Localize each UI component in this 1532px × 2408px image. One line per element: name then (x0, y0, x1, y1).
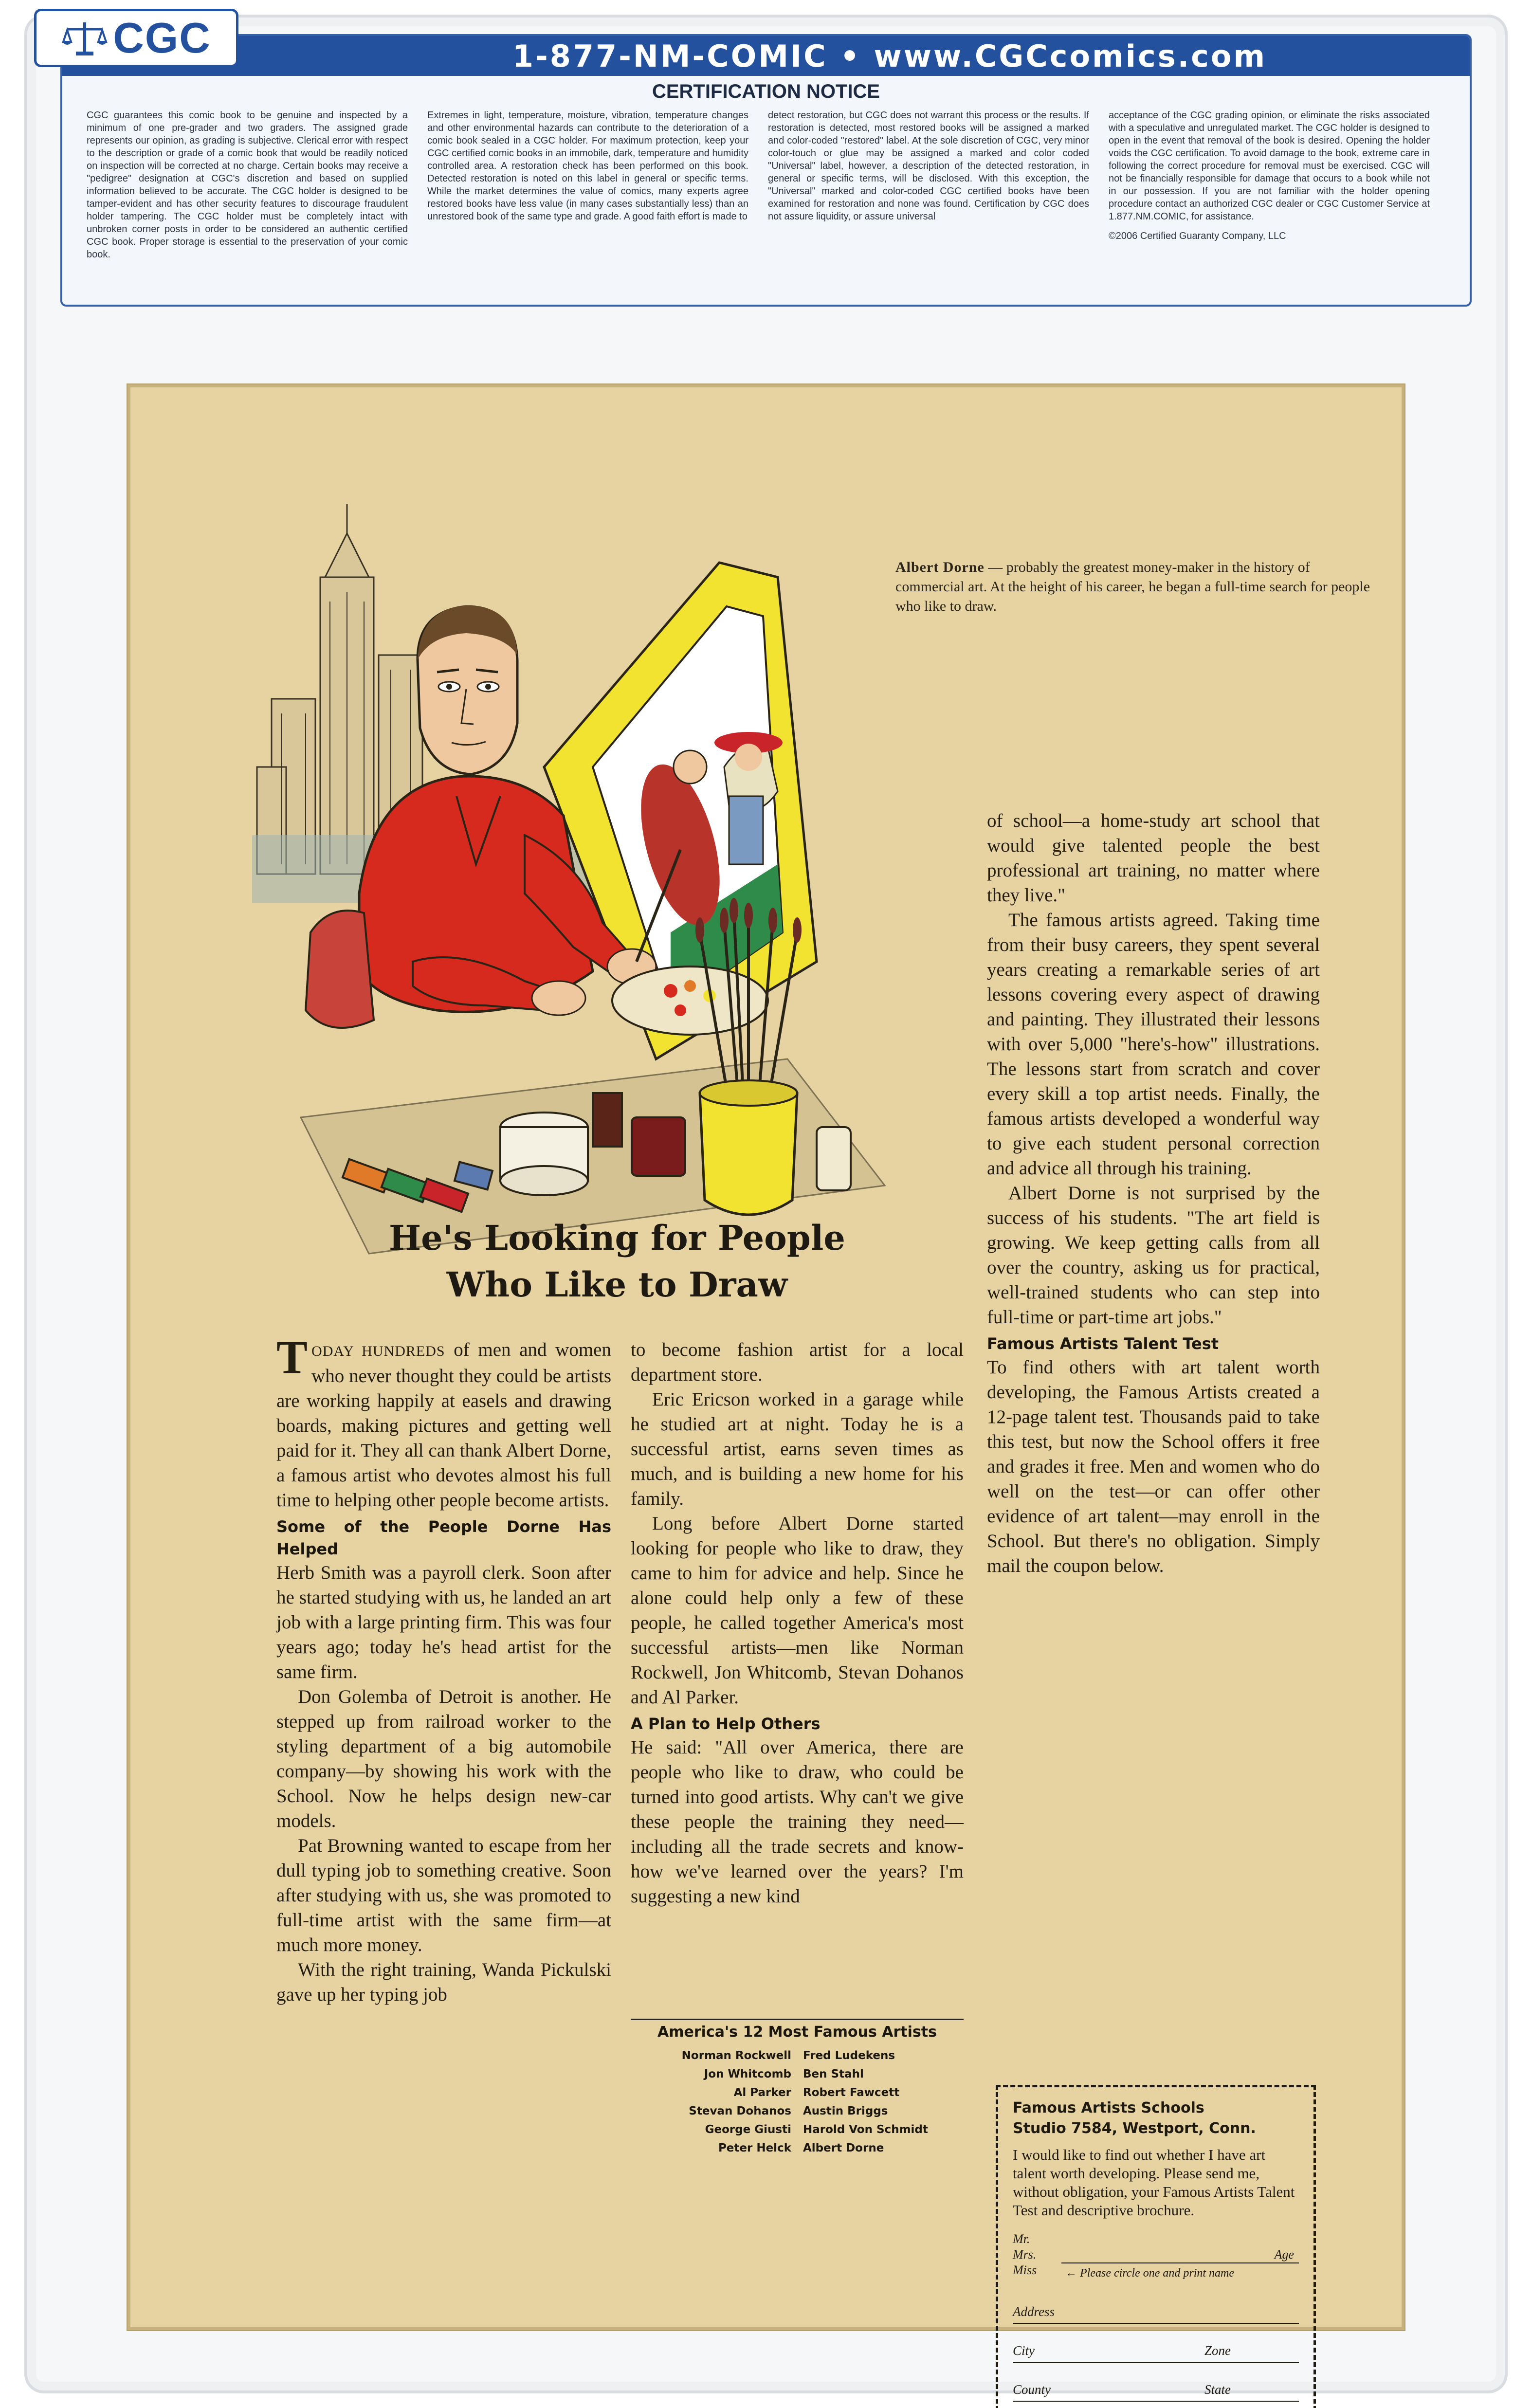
artist-name: Jon Whitcomb (704, 2068, 791, 2080)
artist-name: Fred Ludekens (803, 2049, 895, 2062)
coupon-request-text: I would like to find out whether I have art talent worth developing. Please send me, without obligation, your Famous Artists Talent Test and descriptive brochure. (1013, 2146, 1295, 2219)
certification-label (60, 34, 1472, 307)
coupon-age-label: Age (1274, 2247, 1294, 2262)
label-phone-website: 1-877-NM-COMIC • www.CGCcomics.com (512, 38, 1267, 74)
artist-name: Norman Rockwell (681, 2049, 791, 2062)
coupon-instruction: ← Please circle one and print name (1065, 2267, 1235, 2280)
label-column-4 (1109, 109, 1430, 299)
famous-artists-list (631, 2019, 964, 2157)
artists-left-column (631, 2046, 791, 2157)
paragraph-long-before: Long before Albert Dorne started looking for people who like to draw, they came to him for advice and help. Since he alone could help only a few of these people, he called together America's most successful artists—men like Norman Rockwell, Jon Whitcomb, Stevan Dohanos and Al Parker. (631, 1513, 964, 1708)
paragraph-pat-browning: Pat Browning wanted to escape from her dull typing job to something creative. Soon after studying with us, she was promoted to full-time artist with the same firm—at much more money. (276, 1835, 611, 1955)
label-column-1: CGC guarantees this comic book to be genuine and inspected by a minimum of one pre-grader and two graders. The assigned grade represents our opinion, as grading is subjective. Clerical error with respect to the description or grade of a comic book that would be readily noticed on inspection will be corrected at no charge. Certain books may receive a "pedigree" designation at CGC's discretion and based on supplied information believed to be accurate. The CGC holder is designed to be tamper-evident and has other security features to discourage fraudulent holder tampering. The CGC holder must be completely intact with unbroken corner posts in order to be considered an authentic certified CGC book. Proper storage is essential to the preservation of your comic book. (87, 110, 408, 260)
coupon-salutation: Mr. Mrs. Miss (1013, 2232, 1037, 2277)
artists-list-title: America's 12 Most Famous Artists (657, 2024, 937, 2041)
label-column-3: detect restoration, but CGC does not warrant this process or the results. If restoration is detected, most restored books will be assigned a marked and color-coded "restored" label. At the sole discretion of CGC, very minor color-touch or glue may be assigned a marked and color coded "Universal" label, however, a description of the detected restoration, in general or specific terms, will be disclosed. With this exception, the "Universal" marked and color-coded CGC certified books have been examined for restoration and none was found. Certification by CGC does not assure liquidity, or assure universal (768, 110, 1089, 222)
artist-name: Harold Von Schmidt (803, 2123, 928, 2136)
artists-grid (631, 2046, 964, 2157)
subhead-plan-to-help: A Plan to Help Others (631, 1715, 821, 1733)
coupon-address-label: Address (1013, 2304, 1055, 2319)
paragraph-dorne-not-surprised: Albert Dorne is not surprised by the success of his students. "The art field is growing. We keep getting calls from all over the country, asking us for practical, well-trained students who can step into full-time or part-time art jobs." (987, 1183, 1320, 1328)
paragraph-wanda-continued: to become fashion artist for a local department store. (631, 1339, 964, 1385)
artist-name: George Giusti (705, 2123, 791, 2136)
coupon-zone-label: Zone (1204, 2343, 1231, 2358)
article-column-3 (987, 808, 1320, 1578)
artists-right-column (803, 2046, 964, 2157)
caption-text: — probably the greatest money-maker in the history of commercial art. At the height of his career, he began a full-time search for people who like to draw. (895, 559, 1370, 614)
artist-name: Austin Briggs (803, 2105, 888, 2117)
artist-name: Robert Fawcett (803, 2086, 900, 2099)
artist-name: Ben Stahl (803, 2068, 864, 2080)
label-column-2: Extremes in light, temperature, moisture, vibration, temperature changes and other environmental hazards can contribute to the deterioration of a comic book sealed in a CGC holder. For maximum protection, keep your CGC certified comic books in an immobile, dark, temperature and humidity controlled area. A restoration check has been performed on this book. Detected restoration is noted on this label in general or specific terms. While the market determines the value of comics, many experts agree restored books have less value (in many cases substantially less) than an unrestored book of the same type and grade. A good faith effort is made to (427, 110, 748, 222)
paragraph-artists-agreed: The famous artists agreed. Taking time from their busy careers, they spent several years creating a remarkable series of art lessons covering every aspect of drawing and painting. They illustrated their lessons with over 5,000 "here's-how" illustrations. The lessons start from scratch and cover every skill a top artist needs. Finally, the famous artists developed a wonderful way to give each student personal correction and advice all through his training. (987, 910, 1320, 1179)
artist-name: Al Parker (733, 2086, 791, 2099)
subhead-talent-test: Famous Artists Talent Test (987, 1334, 1219, 1353)
paragraph-eric-ericson: Eric Ericson worked in a garage while he studied art at night. Today he is a successful artist, earns seven times as much, and is building a new home for his family. (631, 1389, 964, 1509)
label-title: CERTIFICATION NOTICE (652, 81, 880, 102)
headline-line-1: He's Looking for People (389, 1218, 845, 1258)
label-copyright: ©2006 Certified Guaranty Company, LLC (1109, 231, 1286, 241)
ad-headline (276, 1215, 958, 1308)
coupon-studio-address: Studio 7584, Westport, Conn. (1013, 2120, 1256, 2137)
albert-dorne-illustration (252, 494, 958, 1283)
paragraph-home-study: of school—a home-study art school that would give talented people the best professional art training, no matter where they live." (987, 810, 1320, 906)
lead-paragraph (276, 1331, 611, 1513)
paragraph-don-golemba: Don Golemba of Detroit is another. He stepped up from railroad worker to the styling department of a big automobile company—by showing his work with the School. Now he helps design new-car models. (276, 1686, 611, 1831)
subhead-some-of-the-people: Some of the People Dorne Has Helped (276, 1517, 611, 1558)
article-column-1 (276, 1331, 611, 2007)
coupon-address-field (1013, 2297, 1299, 2324)
paragraph-herb-smith: Herb Smith was a payroll clerk. Soon after he started studying with us, he landed an art job with a large printing firm. This was four years ago; today he's head artist for the same firm. (276, 1562, 611, 1682)
drop-cap: T (276, 1331, 308, 1383)
label-column-4-text: acceptance of the CGC grading opinion, or eliminate the risks associated with a speculative and unregulated market. The CGC holder is designed to open in the event that removal of the book is desired. Opening the holder voids the CGC certification. To avoid damage to the book, extreme care in following the correct procedure for removal must be exercised. CGC will not be financially responsible for damage that occurs to a book while not in our possession. If you are not familiar with the holder opening procedure contact an authorized CGC dealer or CGC Customer Service at 1.877.NM.COMIC, for assistance. (1109, 110, 1430, 222)
coupon-city-label: City (1013, 2343, 1035, 2358)
lead-small-caps: ODAY HUNDREDS (311, 1343, 445, 1359)
artist-name: Peter Helck (718, 2142, 791, 2154)
scales-icon (61, 18, 108, 57)
article-column-2 (631, 1337, 964, 1909)
coupon-city-field (1013, 2335, 1299, 2363)
artist-name: Albert Dorne (803, 2142, 884, 2154)
illustration-caption (895, 558, 1382, 616)
cgc-logo-text: CGC (113, 14, 211, 62)
coupon-name-line (1061, 2262, 1299, 2263)
paragraph-talent-test: To find others with art talent worth developing, the Famous Artists created a 12-page talent test. Thousands paid to take this test, but now the School offers it free and grades it free. Men and women who do well on the test—or can offer other evidence of art talent—may enroll in the School. But there's no obligation. Simply mail the coupon below. (987, 1357, 1320, 1576)
coupon-county-field (1013, 2374, 1299, 2402)
paragraph-wanda: With the right training, Wanda Pickulski gave up her typing job (276, 1959, 611, 2005)
cgc-logo (34, 9, 238, 67)
coupon-state-label: State (1204, 2382, 1231, 2397)
headline-line-2: Who Like to Draw (446, 1264, 788, 1305)
coupon-county-label: County (1013, 2382, 1051, 2397)
caption-name: Albert Dorne (895, 559, 985, 575)
artist-name: Stevan Dohanos (689, 2105, 791, 2117)
coupon-school-name: Famous Artists Schools (1013, 2099, 1204, 2116)
lead-text: of men and women who never thought they could be artists are working happily at easels and drawing boards, making pictures and getting well paid for it. They all can thank Albert Dorne, a famous artist who devotes almost his full time to helping other people become artists. (276, 1339, 611, 1511)
comic-back-cover (128, 384, 1404, 2397)
paragraph-plan: He said: "All over America, there are people who like to draw, who could be turned into good artists. Why can't we give these people the training they need—including all the trade secrets and know-how we've learned over the years? I'm suggesting a new kind (631, 1737, 964, 1907)
coupon-name-field (1013, 2231, 1299, 2285)
mail-in-coupon (996, 2085, 1316, 2408)
